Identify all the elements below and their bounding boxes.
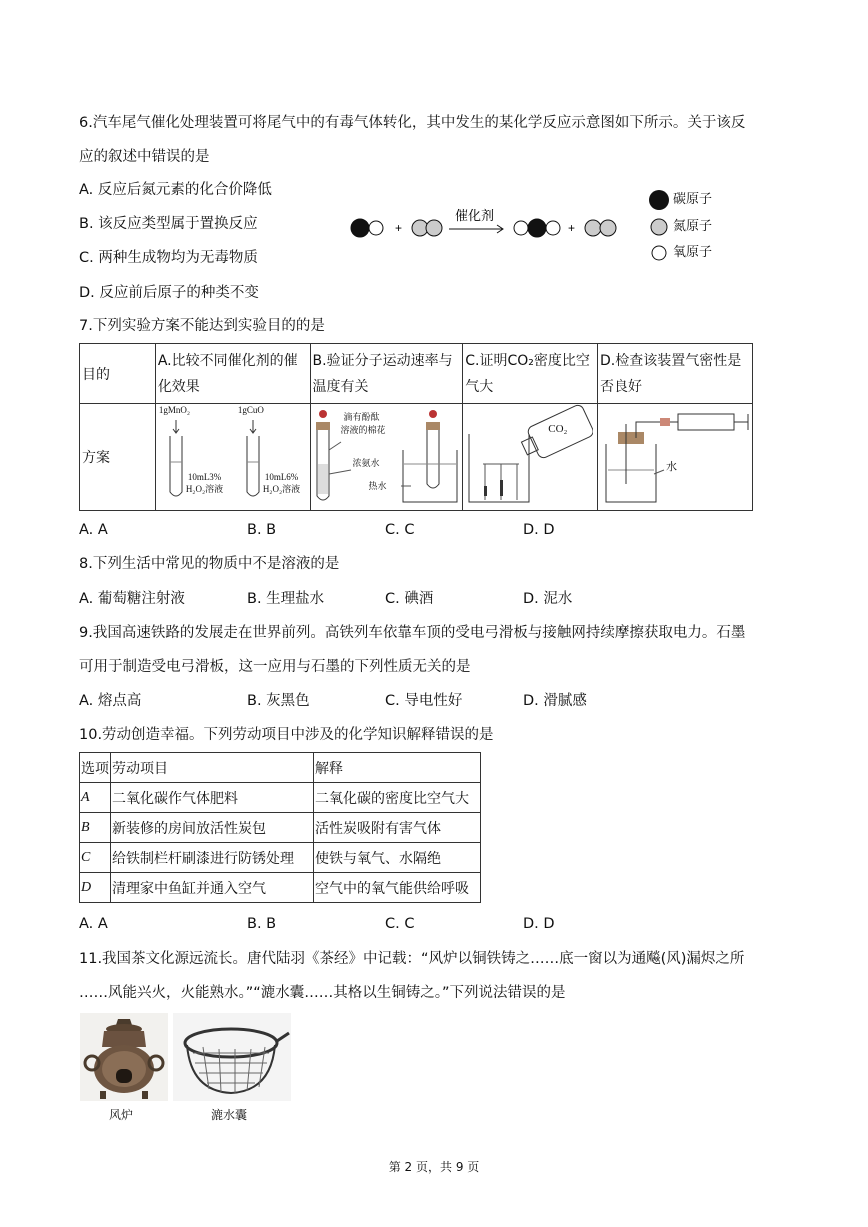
plan-a-cuo: 1gCuO: [237, 405, 264, 415]
q11-stem-line2: ……风能兴火，火能熟水。”“漉水囊……其格以生铜铸之。”下列说法错误的是: [79, 985, 566, 1001]
legend-oxygen: 氧原子: [673, 245, 713, 260]
q9-option-b: B. 灰黑色: [247, 693, 310, 709]
q10-row-d-explain: 空气中的氧气能供给呼吸: [314, 873, 481, 903]
plan-c-apparatus: [463, 404, 593, 510]
plus-sign-2: +: [568, 221, 576, 235]
caption-water-bag: 漉水囊: [211, 1108, 248, 1122]
plan-b-label3: 浓氨水: [352, 458, 380, 468]
q7-goal-a: A.比较不同催化剂的催化效果: [155, 344, 310, 404]
legend-swatches: [645, 188, 675, 268]
q10-row-b-key: B: [80, 813, 111, 843]
q8-option-a: A. 葡萄糖注射液: [79, 591, 185, 607]
q9-option-d: D. 滑腻感: [523, 693, 587, 709]
q11-stem-line1: 11.我国茶文化源远流长。唐代陆羽《茶经》中记载：“风炉以铜铁铸之……底一窗以为通飚(风)漏烬之所: [79, 951, 745, 967]
q7-goal-d: D.检查该装置气密性是否良好: [598, 344, 753, 404]
q10-answer-a: A. A: [79, 916, 108, 932]
q10-row-a-project: 二氧化碳作气体肥料: [111, 783, 314, 813]
plan-a-mno2: 1gMnO₂: [158, 405, 190, 415]
q7-stem: 7.下列实验方案不能达到实验目的的是: [79, 318, 325, 334]
q7-answer-c: C. C: [385, 522, 415, 538]
q6-option-b: B. 该反应类型属于置换反应: [79, 216, 258, 232]
plus-sign: +: [395, 221, 403, 235]
q6-option-d: D. 反应前后原子的种类不变: [79, 285, 259, 301]
q8-stem: 8.下列生活中常见的物质中不是溶液的是: [79, 556, 340, 572]
q7-table: [79, 343, 753, 511]
q9-stem-line1: 9.我国高速铁路的发展走在世界前列。高铁列车依靠车顶的受电弓滑板与接触网持续摩擦获取电力。石墨: [79, 625, 746, 641]
q9-option-a: A. 熔点高: [79, 693, 142, 709]
q10-row-c-project: 给铁制栏杆刷漆进行防锈处理: [111, 843, 314, 873]
plan-b-apparatus: [311, 404, 459, 510]
q10-row-b-project: 新装修的房间放活性炭包: [111, 813, 314, 843]
water-filter-bag-image: [173, 1013, 291, 1101]
q8-option-b: B. 生理盐水: [247, 591, 325, 607]
q10-header-explain: 解释: [314, 753, 481, 783]
q10-row-d-key: D: [80, 873, 111, 903]
plan-b-label4: 热水: [368, 481, 387, 491]
plan-d-apparatus: [598, 404, 752, 510]
catalyst-label: 催化剂: [455, 209, 495, 224]
q10-row-b-explain: 活性炭吸附有害气体: [314, 813, 481, 843]
reaction-diagram: [345, 205, 625, 245]
legend-nitrogen: 氮原子: [673, 219, 713, 234]
q10-answer-b: B. B: [247, 916, 277, 932]
q7-goal-b: B.验证分子运动速率与温度有关: [310, 344, 463, 404]
q7-plan-b: [310, 404, 463, 511]
q7-goal-label: 目的: [80, 344, 156, 404]
plan-b-label2: 溶液的棉花: [340, 425, 386, 435]
q7-goal-c: C.证明CO₂密度比空气大: [463, 344, 598, 404]
plan-a-right-vol: 10mL6%: [264, 472, 299, 482]
q10-row-a-explain: 二氧化碳的密度比空气大: [314, 783, 481, 813]
q7-plan-d: [598, 404, 753, 511]
plan-a-left-sol: H₂O₂溶液: [185, 484, 224, 494]
q6-stem-line1: 6.汽车尾气催化处理装置可将尾气中的有毒气体转化，其中发生的某化学反应示意图如下所示。关于该反: [79, 115, 746, 131]
q10-row-c-key: C: [80, 843, 111, 873]
plan-a-left-vol: 10mL3%: [187, 472, 222, 482]
q6-stem-line2: 应的叙述中错误的是: [79, 149, 210, 165]
q10-row-a-key: A: [80, 783, 111, 813]
q7-plan-label: 方案: [80, 404, 156, 511]
q10-table: [79, 752, 481, 903]
page-footer: 第 2 页，共 9 页: [388, 1160, 480, 1174]
q7-answer-d: D. D: [523, 522, 555, 538]
plan-c-co2: CO₂: [548, 423, 568, 435]
wind-stove-image: [80, 1013, 168, 1101]
q10-answer-c: C. C: [385, 916, 415, 932]
q10-header-option: 选项: [80, 753, 111, 783]
q10-row-c-explain: 使铁与氧气、水隔绝: [314, 843, 481, 873]
q10-answer-d: D. D: [523, 916, 555, 932]
q6-option-a: A. 反应后氮元素的化合价降低: [79, 182, 272, 198]
plan-a-right-sol: H₂O₂溶液: [262, 484, 301, 494]
q7-plan-c: [463, 404, 598, 511]
q8-option-d: D. 泥水: [523, 591, 573, 607]
q6-option-c: C. 两种生成物均为无毒物质: [79, 250, 258, 266]
q9-option-c: C. 导电性好: [385, 693, 463, 709]
q7-plan-a: [155, 404, 310, 511]
plan-d-water: 水: [666, 461, 677, 473]
q7-answer-a: A. A: [79, 522, 108, 538]
q8-option-c: C. 碘酒: [385, 591, 434, 607]
q7-answer-b: B. B: [247, 522, 277, 538]
q10-stem: 10.劳动创造幸福。下列劳动项目中涉及的化学知识解释错误的是: [79, 727, 494, 743]
caption-wind-stove: 风炉: [109, 1108, 134, 1122]
legend-carbon: 碳原子: [673, 192, 713, 207]
plan-b-label1: 滴有酚酞: [343, 412, 380, 422]
q10-header-project: 劳动项目: [111, 753, 314, 783]
q9-stem-line2: 可用于制造受电弓滑板，这一应用与石墨的下列性质无关的是: [79, 659, 471, 675]
q10-row-d-project: 清理家中鱼缸并通入空气: [111, 873, 314, 903]
